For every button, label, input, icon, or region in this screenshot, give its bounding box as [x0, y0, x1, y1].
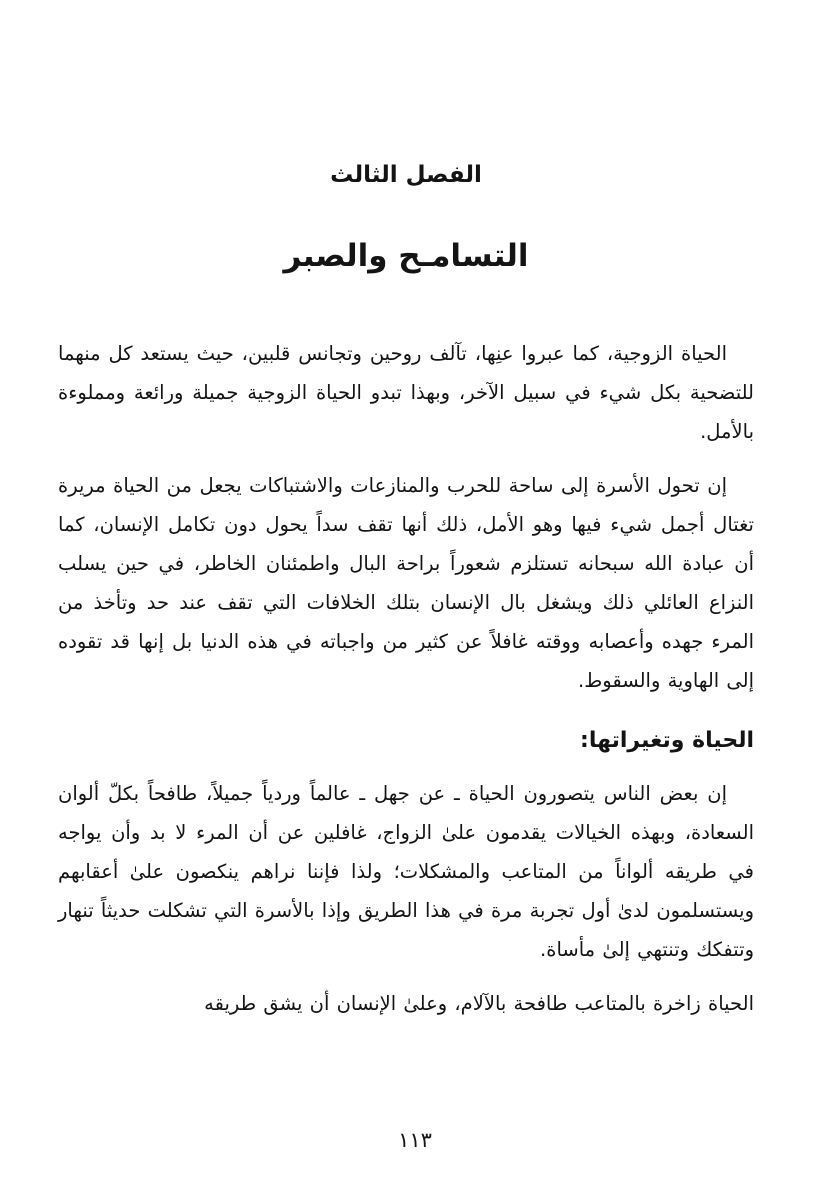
- page-title: التسامـح والصبر: [283, 238, 529, 274]
- paragraph-rosy-illusions: إن بعض الناس يتصورون الحياة ـ عن جهل ـ عالماً وردياً جميلاً، طافحاً بكلّ ألوان السعادة، وبهذه الخيالات يقدمون علىٰ الزواج، غافلين عن أن المرء لا بد وأن يواجه في طريقه ألواناً من المتاعب والمشكلات؛ ولذا فإننا نراهم ينكصون علىٰ أعقابهم ويستسلمون لدىٰ أول تجربة مرة في هذا الطريق وإذا بالأسرة التي تشكلت حديثاً تنهار وتتفكك وتنتهي إلىٰ مأساة.: [58, 782, 754, 961]
- paragraph-marital-life: الحياة الزوجية، كما عبروا عنِها، تآلف روحين وتجانس قلبين، حيث يستعد كل منهما للتضحية بكل شيء في سبيل الآخر، وبهذا تبدو الحياة الزوجية جميلة ورائعة ومملوءة بالأمل.: [58, 342, 754, 443]
- paragraph-life-hardships: الحياة زاخرة بالمتاعب طافحة بالآلام، وعلىٰ الإنسان أن يشق طريقه: [204, 992, 754, 1015]
- chapter-heading: الفصل الثالث: [330, 162, 482, 188]
- body-text: [58, 334, 754, 1023]
- page-number: ١١٣: [398, 1128, 432, 1152]
- subheading-life-changes: الحياة وتغيراتها:: [580, 728, 754, 753]
- paragraph-family-conflict: إن تحول الأسرة إلى ساحة للحرب والمنازعات والاشتباكات يجعل من الحياة مريرة تغتال أجمل شيء فيها وهو الأمل، ذلك أنها تقف سداً يحول دون تكامل الإنسان، كما أن عبادة الله سبحانه تستلزم شعوراً براحة البال واطمئنان الخاطر، في حين يسلب النزاع العائلي ذلك ويشغل بال الإنسان بتلك الخلافات التي تقف عند حد وتأخذ من المرء جهده وأعصابه ووقته غافلاً عن كثير من واجباته في هذه الدنيا بل إنها قد تقوده إلى الهاوية والسقوط.: [58, 474, 754, 692]
